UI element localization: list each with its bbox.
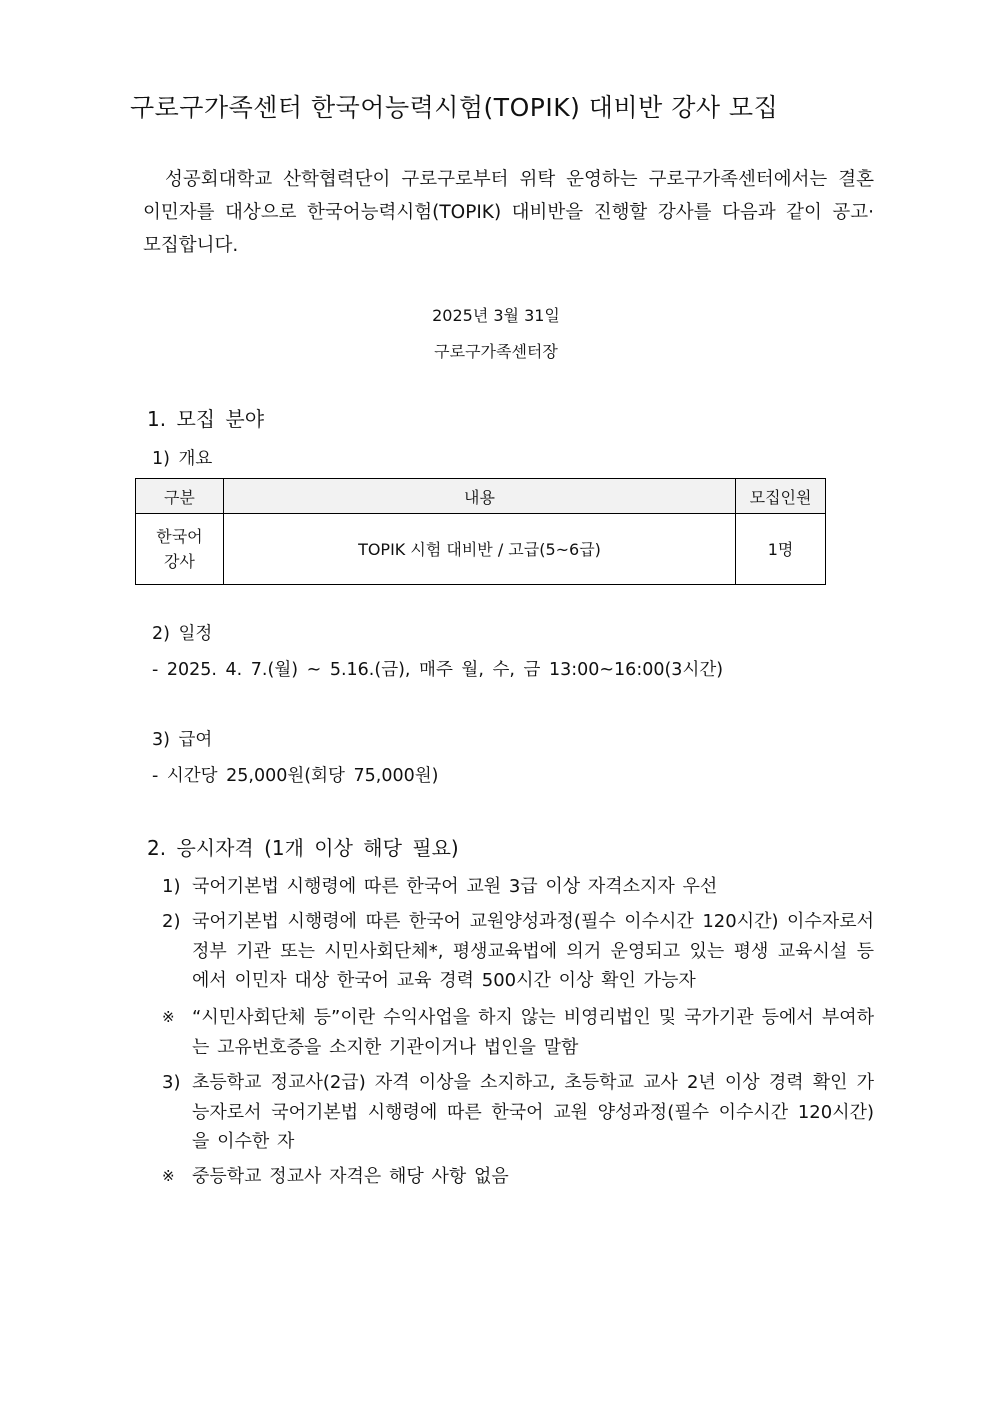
note-mark: ※ <box>162 1008 175 1026</box>
header-content: 내용 <box>223 479 735 514</box>
qualification-text: 초등학교 정교사(2급) 자격 이상을 소지하고, 초등학교 교사 2년 이상 경력 확인 가능자로서 국어기본법 시행령에 따른 한국어 교원 양성과정(필수 이수시간 120시간)을 이수한 자 <box>192 1072 874 1152</box>
document-title: 구로구가족센터 한국어능력시험(TOPIK) 대비반 강사 모집 <box>130 93 779 122</box>
cell-category-line1: 한국어 <box>156 527 203 546</box>
note-mark: ※ <box>162 1167 175 1185</box>
recruitment-table <box>135 478 826 585</box>
note-text: 중등학교 정교사 자격은 해당 사항 없음 <box>192 1166 509 1187</box>
header-category: 구분 <box>136 479 224 514</box>
header-count: 모집인원 <box>736 479 826 514</box>
pay-heading: 3) 급여 <box>152 730 213 750</box>
cell-content: TOPIK 시험 대비반 / 고급(5~6급) <box>223 514 735 585</box>
announcement-issuer: 구로구가족센터장 <box>434 342 558 361</box>
intro-text: 성공회대학교 산학협력단이 구로구로부터 위탁 운영하는 구로구가족센터에서는 결혼이민자를 대상으로 한국어능력시험(TOPIK) 대비반을 진행할 강사를 다음과 같이 공고·모집합니다. <box>143 169 874 256</box>
cell-category-line2: 강사 <box>163 552 195 571</box>
pay-detail: - 시간당 25,000원(회당 75,000원) <box>152 766 439 786</box>
overview-heading: 1) 개요 <box>152 449 213 469</box>
schedule-detail: - 2025. 4. 7.(월) ~ 5.16.(금), 매주 월, 수, 금 13:00~16:00(3시간) <box>152 660 724 680</box>
section2-heading: 2. 응시자격 (1개 이상 해당 필요) <box>147 836 459 860</box>
intro-paragraph <box>143 163 874 262</box>
cell-count: 1명 <box>736 514 826 585</box>
cell-category <box>136 514 224 585</box>
qualification-number: 3) <box>162 1072 181 1093</box>
qualification-number: 1) <box>162 876 181 897</box>
schedule-heading: 2) 일정 <box>152 624 213 644</box>
table-row <box>136 514 826 585</box>
table-header-row <box>136 479 826 514</box>
note-text: “시민사회단체 등”이란 수익사업을 하지 않는 비영리법인 및 국가기관 등에서 부여하는 고유번호증을 소지한 기관이거나 법인을 말함 <box>192 1007 874 1058</box>
announcement-date: 2025년 3월 31일 <box>432 306 560 325</box>
qualification-text: 국어기본법 시행령에 따른 한국어 교원 3급 이상 자격소지자 우선 <box>192 876 718 897</box>
qualification-number: 2) <box>162 911 181 932</box>
section1-heading: 1. 모집 분야 <box>147 407 265 431</box>
qualification-text: 국어기본법 시행령에 따른 한국어 교원양성과정(필수 이수시간 120시간) 이수자로서 정부 기관 또는 시민사회단체*, 평생교육법에 의거 운영되고 있는 평생 교육시설 등에서 이민자 대상 한국어 교육 경력 500시간 이상 확인 가능자 <box>192 911 874 991</box>
